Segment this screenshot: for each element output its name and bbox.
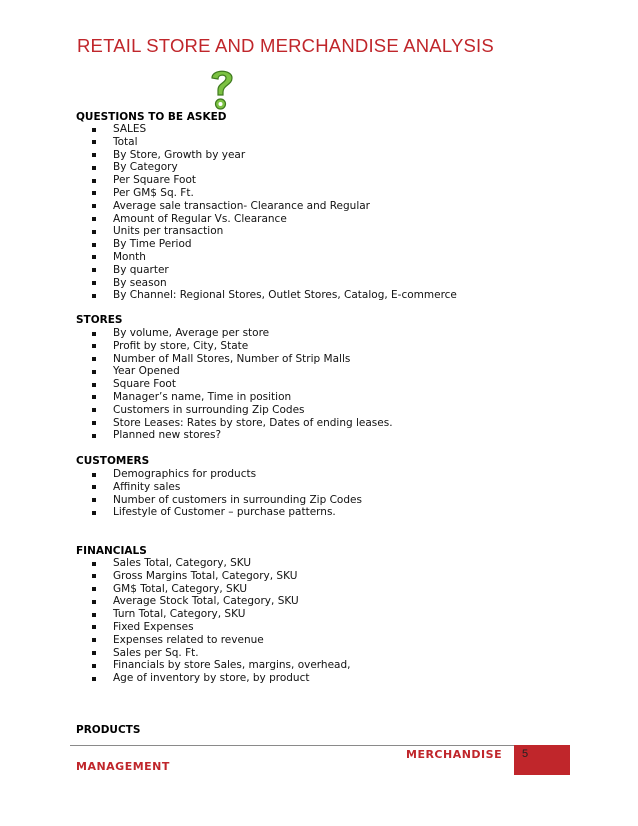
list-item	[92, 136, 457, 149]
list-item	[92, 506, 362, 519]
question-mark-icon	[208, 66, 236, 112]
list-item-text: Average Stock Total, Category, SKU	[113, 595, 299, 608]
list-item	[92, 187, 457, 200]
list-item	[92, 468, 362, 481]
bullet-icon	[92, 625, 96, 629]
list-item-text: Square Foot	[113, 378, 176, 391]
list-item-text: Financials by store Sales, margins, overhead,	[113, 659, 351, 672]
bullet-icon	[92, 383, 96, 387]
list-item-text: Number of customers in surrounding Zip Codes	[113, 493, 362, 506]
bullet-icon	[92, 408, 96, 412]
list-item	[92, 404, 393, 417]
list-item-text: Amount of Regular Vs. Clearance	[113, 212, 287, 225]
section-heading-stores: STORES	[76, 314, 123, 326]
bullet-icon	[92, 357, 96, 361]
list-item-text: Profit by store, City, State	[113, 339, 249, 352]
list-item	[92, 647, 350, 660]
bullet-icon	[92, 344, 96, 348]
list-item-text: Fixed Expenses	[113, 620, 194, 633]
list-item-text: By Category	[113, 161, 178, 174]
list-item	[92, 659, 350, 672]
bullet-icon	[92, 651, 96, 655]
list-item-text: By quarter	[113, 263, 169, 276]
bullet-icon	[92, 677, 96, 681]
bullet-icon	[92, 664, 96, 668]
bullet-icon	[92, 281, 96, 285]
footer-management-label: MANAGEMENT	[76, 760, 170, 773]
bullet-icon	[92, 498, 96, 502]
list-item	[92, 583, 350, 596]
list-item-text: Affinity sales	[113, 480, 181, 493]
bullet-icon	[92, 370, 96, 374]
bullet-icon	[92, 574, 96, 578]
page-title: RETAIL STORE AND MERCHANDISE ANALYSIS	[77, 35, 494, 56]
list-item-text: By season	[113, 276, 167, 289]
list-item-text: By Store, Growth by year	[113, 148, 246, 161]
bullet-icon	[92, 153, 96, 157]
list-item	[92, 225, 457, 238]
section-heading-questions: QUESTIONS TO BE ASKED	[76, 111, 227, 123]
list-item-text: Lifestyle of Customer – purchase patterns.	[113, 506, 336, 519]
list-item	[92, 353, 393, 366]
list-item	[92, 608, 350, 621]
list-item-text: Units per transaction	[113, 225, 224, 238]
bullet-icon	[92, 268, 96, 272]
list-item-text: Store Leases: Rates by store, Dates of ending leases.	[113, 416, 393, 429]
list-item-text: Gross Margins Total, Category, SKU	[113, 569, 298, 582]
list-item	[92, 289, 457, 302]
bullet-icon	[92, 128, 96, 132]
list-item	[92, 494, 362, 507]
section-heading-products: PRODUCTS	[76, 724, 141, 736]
bullet-icon	[92, 204, 96, 208]
list-item	[92, 570, 350, 583]
list-item-text: Expenses related to revenue	[113, 633, 264, 646]
bullet-icon	[92, 140, 96, 144]
bullet-icon	[92, 613, 96, 617]
list-item	[92, 149, 457, 162]
bullet-icon	[92, 166, 96, 170]
list-item-text: GM$ Total, Category, SKU	[113, 582, 248, 595]
bullet-icon	[92, 179, 96, 183]
list-item-text: Planned new stores?	[113, 429, 222, 442]
list-item	[92, 238, 457, 251]
list-item-text: SALES	[113, 123, 147, 135]
list-item-text: By Channel: Regional Stores, Outlet Stores, Catalog, E-commerce	[113, 289, 457, 302]
customers-list	[92, 468, 362, 519]
footer-divider	[70, 745, 570, 746]
section-heading-customers: CUSTOMERS	[76, 455, 150, 467]
bullet-icon	[92, 511, 96, 515]
list-item	[92, 251, 457, 264]
list-item	[92, 365, 393, 378]
list-item	[92, 378, 393, 391]
bullet-icon	[92, 421, 96, 425]
financials-list	[92, 557, 350, 685]
list-item-text: Turn Total, Category, SKU	[113, 608, 246, 621]
list-item	[92, 429, 393, 442]
bullet-icon	[92, 294, 96, 298]
list-item-text: Sales Total, Category, SKU	[113, 557, 252, 569]
list-item	[92, 634, 350, 647]
bullet-icon	[92, 395, 96, 399]
footer-merchandise-label: MERCHANDISE	[406, 748, 503, 761]
list-item-text: By volume, Average per store	[113, 327, 270, 339]
list-item	[92, 264, 457, 277]
list-item-text: Demographics for products	[113, 468, 257, 480]
bullet-icon	[92, 587, 96, 591]
bullet-icon	[92, 638, 96, 642]
list-item	[92, 327, 393, 340]
list-item	[92, 213, 457, 226]
section-heading-financials: FINANCIALS	[76, 545, 147, 557]
list-item-text: Per GM$ Sq. Ft.	[113, 186, 194, 199]
list-item	[92, 595, 350, 608]
bullet-icon	[92, 600, 96, 604]
list-item-text: Sales per Sq. Ft.	[113, 646, 199, 659]
bullet-icon	[92, 562, 96, 566]
list-item-text: Average sale transaction- Clearance and Regular	[113, 199, 370, 212]
list-item-text: Total	[113, 135, 138, 148]
list-item	[92, 481, 362, 494]
bullet-icon	[92, 332, 96, 336]
bullet-icon	[92, 434, 96, 438]
list-item-text: Per Square Foot	[113, 174, 197, 187]
list-item-text: By Time Period	[113, 238, 192, 251]
list-item	[92, 277, 457, 290]
list-item-text: Customers in surrounding Zip Codes	[113, 403, 305, 416]
list-item	[92, 417, 393, 430]
list-item-text: Month	[113, 250, 146, 263]
list-item	[92, 557, 350, 570]
bullet-icon	[92, 473, 96, 477]
bullet-icon	[92, 191, 96, 195]
list-item	[92, 200, 457, 213]
list-item-text: Age of inventory by store, by product	[113, 672, 310, 685]
list-item	[92, 161, 457, 174]
list-item	[92, 391, 393, 404]
list-item	[92, 340, 393, 353]
list-item	[92, 123, 457, 136]
questions-list	[92, 123, 457, 302]
bullet-icon	[92, 243, 96, 247]
bullet-icon	[92, 217, 96, 221]
stores-list	[92, 327, 393, 442]
list-item-text: Manager’s name, Time in position	[113, 390, 292, 403]
bullet-icon	[92, 255, 96, 259]
list-item	[92, 621, 350, 634]
list-item	[92, 174, 457, 187]
bullet-icon	[92, 230, 96, 234]
list-item-text: Number of Mall Stores, Number of Strip Malls	[113, 352, 351, 365]
bullet-icon	[92, 485, 96, 489]
page-number: 5	[522, 748, 529, 760]
list-item	[92, 672, 350, 685]
list-item-text: Year Opened	[113, 365, 180, 378]
